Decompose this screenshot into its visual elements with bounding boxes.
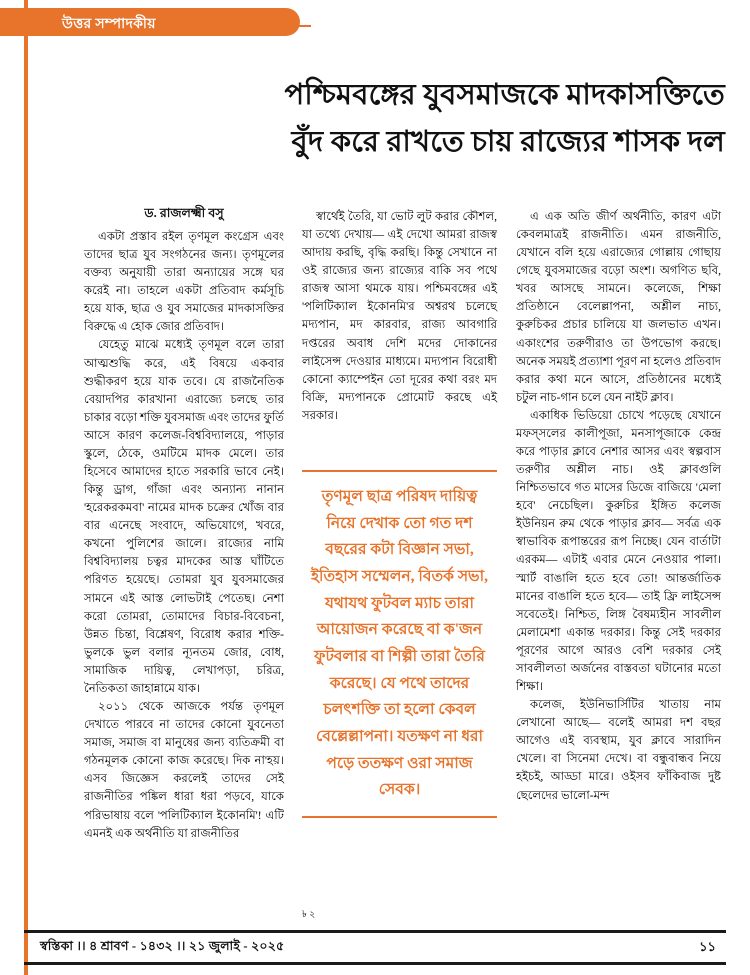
byline: ড. রাজলক্ষ্মী বসু [144, 206, 224, 220]
headline-line-2: বুঁদ করে রাখতে চায় রাজ্যের শাসক দল [291, 125, 725, 158]
article-column-2 [302, 208, 497, 425]
section-rule [196, 25, 311, 27]
paragraph: স্বার্থেই তৈরি, যা ভোট লুট করার কৌশল, যা তথ্যে দেখায়— এই দেখো আমরা রাজস্ব আদায় করছি, বৃদ্ধি করছি। কিন্তু সেখানে না ওই রাজ্যের জন্য রাজ্যের বাকি সব পথে রাজস্ব আসা থমকে যায়। পশ্চিমবঙ্গের এই 'পলিটিক্যাল ইকোনমি'র অশ্বরথ চলেছে মদ্যপান, মদ কারবার, রাজ্য আবগারি দপ্তরের অবাধ দেশি মদের দোকানের লাইসেন্স দেওয়ার মাধ্যমে। মদ্যপান বিরোধী কোনো ক্যাম্পেইন তো দূরের কথা বরং মদ বিক্রি, মদ্যপানকে প্রোমোট করছে এই সরকার। [302, 210, 497, 422]
paragraph: এ এক অতি জীর্ণ অর্থনীতি, কারণ এটা কেবলমাত্রই রাজনীতি। এমন রাজনীতি, যেখানে বলি হয়ে এরাজ্যের গোল্লায় গোছায় গেছে যুবসমাজের বড়ো অংশ। অগণিত ছবি, খবর আসছে সামনে। কলেজে, শিক্ষা প্রতিষ্ঠানে বেলেল্লাপনা, অশ্লীল নাচ্য, কুরুচিকর প্রচার চালিয়ে যা জলভাত এখন। একাংশের তরুণীরাও তা উপভোগ করছে। অনেক সময়ই প্রত্যাশা পূরণ না হলেও প্রতিবাদ করার কথা মনে আসে, প্রতিষ্ঠানের মধ্যেই চটুল নাচ-গান চলে যেন নাইট ক্লাব। [516, 210, 721, 404]
paragraph: একটা প্রস্তাব রইল তৃণমূল কংগ্রেস এবং তাদের ছাত্র যুব সংগঠনের জন্য। তৃণমূলের বক্তব্য অনুযায়ী তারা অন্যায়ের সঙ্গে ঘর করেই না। তাহলে একটা প্রতিবাদ কর্মসূচি হয়ে যাক, ছাত্র ও যুব সমাজের মাদকাসক্তির বিরুদ্ধে এ হোক জোর প্রতিবাদ। [84, 230, 284, 334]
section-label: উত্তর সম্পাদকীয় [62, 17, 156, 32]
footer-rule-top [24, 930, 726, 933]
paragraph: যেহেতু মাঝে মধ্যেই তৃণমূল বলে তারা আত্মশুদ্ধি করে, এই বিষয়ে একবার শুদ্ধীকরণ হয়ে যাক তবে। যে রাজনৈতিক বেয়াদপির কারখানা এরাজ্যে চলছে তার চাকার বড়ো শক্তি যুবসমাজ এবং তাদের ফুর্তি আসে কারণ কলেজ-বিশ্ববিদ্যালয়ে, পাড়ার স্কুলে, ঠেকে, ওমটিমে মাদক মেলে। তার হিসেবে আমাদের হাতে সরকারি ভাবে নেই। কিন্তু ড্রাগ, গাঁজা এবং অন্যান্য নানান 'হরেকরকমবা' নামের মাদক চক্রের খোঁজ বার বার এনেছে সংবাদে, অভিযোগে, খবরে, কখনো পুলিশের জালে। রাজ্যের নামি বিশ্ববিদ্যালয় চত্বর মাদকের আস্ত ঘাঁটিতে পরিণত হয়েছে। তোমরা যুব যুবসমাজের সামনে এই আস্ত লোভটাই পেতেছ। নেশা করো তোমরা, তোমাদের বিচার-বিবেচনা, উন্নত চিন্তা, বিশ্লেষণ, বিরোধ করার শক্তি-ভুলকে ভুল বলার ন্যূনতম জোর, বোধ, সামাজিক দায়িত্ব, লেখাপড়া, চরিত্র, নৈতিকতা জাহান্নামে যাক। [84, 338, 284, 695]
paragraph: কলেজ, ইউনিভার্সিটির খাতায় নাম লেখানো আছে— বলেই আমরা দশ বছর আগেও এই ব্যবস্থাম, যুব ক্লাবে সারাদিন খেলে। বা সিনেমা দেখে। বা বন্ধুবান্ধব নিয়ে হইচই, আড্ডা মারে। ওইসব ফাঁকিবাজ দুষ্ট ছেলেদের ভালো-মন্দ [516, 698, 721, 802]
headline-line-1: পশ্চিমবঙ্গের যুবসমাজকে মাদকাসক্তিতে [284, 79, 725, 111]
article-column-3 [516, 208, 721, 805]
article-column-1 [84, 228, 284, 843]
footer-issue-info: স্বস্তিকা ।। ৪ শ্রাবণ - ১৪৩২ ।। ২১ জুলাই - ২০২৫ [40, 939, 285, 953]
pull-quote: তৃণমূল ছাত্র পরিষদ দায়িত্ব নিয়ে দেখাক তো গত দশ বছরের কটা বিজ্ঞান সভা, ইতিহাস সম্মেলন, বিতর্ক সভা, যথাযথ ফুটবল ম্যাচ তারা আয়োজন করেছে বা ক'জন ফুটবলার বা শিল্পী তারা তৈরি করেছে। যে পথে তাদের চলৎশক্তি তা হলো কেবল বেল্লেল্লাপনা। যতক্ষণ না ধরা পড়ে ততক্ষণ ওরা সমাজ সেবক। [302, 470, 497, 818]
page-number: ১১ [699, 939, 716, 954]
left-vertical-rule [24, 0, 28, 975]
page-title [60, 72, 725, 166]
column-foot-mark: ৳ ২ [302, 910, 316, 920]
paragraph: একাধিক ভিডিয়ো চোখে পড়েছে যেখানে মফস্সলের কালীপূজা, মনসাপূজাকে কেন্দ্র করে পাড়ার ক্লাবে নেশার আসর এবং স্বল্পবাস তরুণীর অশ্লীল নাচ। ওই ক্লাবগুলি নিশ্চিতভাবে গত মাসের ডিজে বাজিয়ে 'মেলা হবে' নেচেছিল। কুরুচির ইঙ্গিত কলেজ ইউনিয়ন রুম থেকে পাড়ার ক্লাব— সর্বত্র এক স্বাভাবিক রূপান্তরের রূপ নিচ্ছে। যেন বার্তাটা এরকম— এটাই এবার মেনে নেওয়ার পালা। স্মার্ট বাঙালি হতে হবে তো! আন্তর্জাতিক মানের বাঙালি হতে হবে— তাই ফ্রি লাইসেন্স সবেতেই। নিশ্চিত, লিঙ্গ বৈষম্যহীন সাবলীল মেলামেশা একান্ত দরকার। কিন্তু সেই দরকার পূরণের আগে আরও বেশি দরকার সেই সাবলীলতা অর্জনের বাস্তবতা ঘটানোর মতো শিক্ষা। [516, 408, 721, 694]
footer-rule-bottom [24, 962, 726, 965]
paragraph: ২০১১ থেকে আজকে পর্যন্ত তৃণমূল দেখাতে পারবে না তাদের কোনো যুবনেতা সমাজ, সমাজ বা মানুষের জন্য ব্যতিক্রমী বা গঠনমূলক কোনো কাজ করেছে। দিক না'হয়। এসব জিজ্ঞেস করলেই তাদের সেই রাজনীতির পঙ্কিল ধারা ধরা পড়বে, যাকে পরিভাষায় বলে 'পলিটিক্যাল ইকোনমি'! এটি এমনই এক অর্থনীতি যা রাজনীতির [84, 700, 284, 840]
masthead-bar [0, 0, 750, 42]
